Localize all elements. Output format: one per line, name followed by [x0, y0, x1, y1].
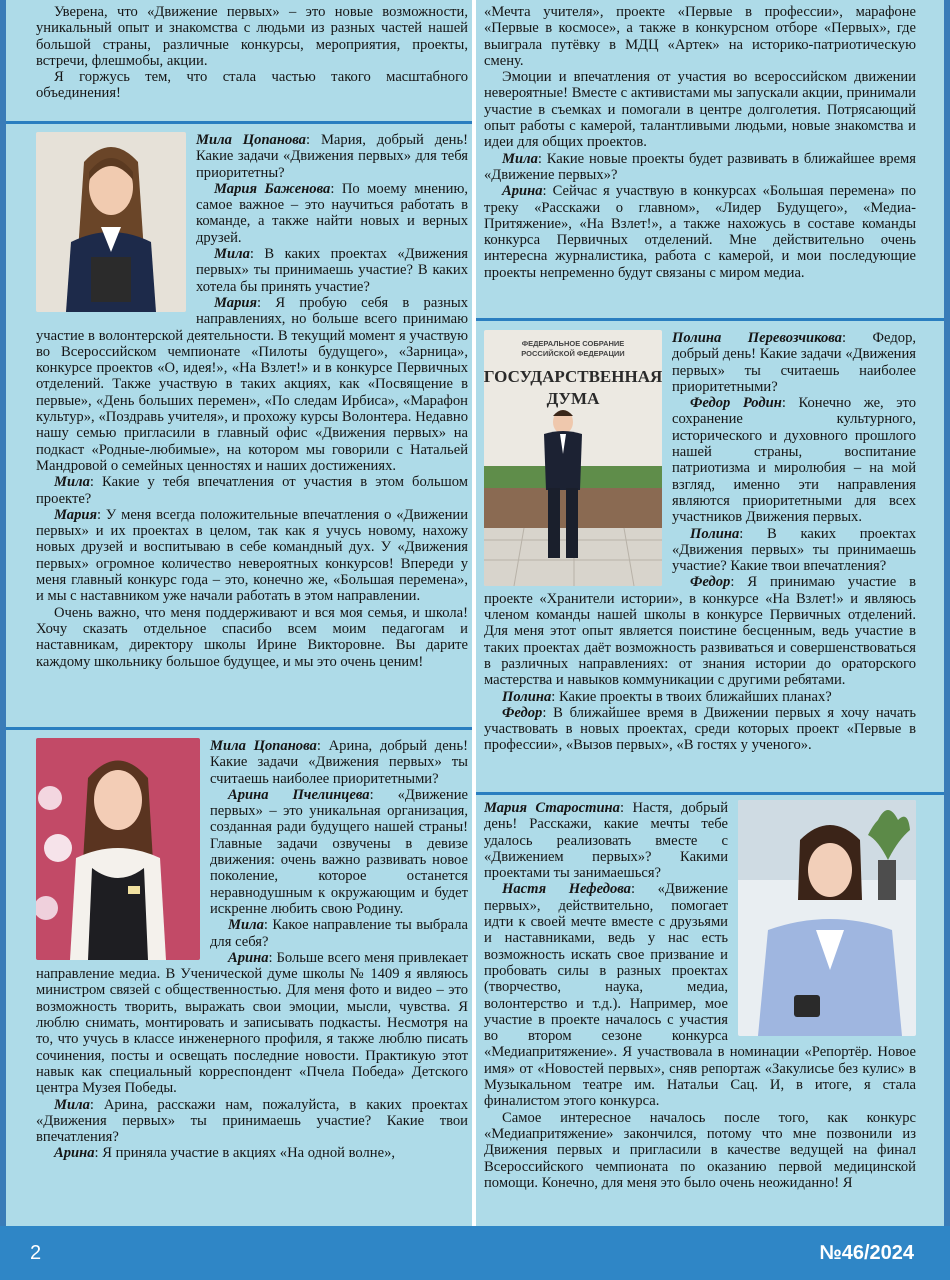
qa-text: Я пробую себя в разных направлениях, но больше всего принимаю участие в волонтерской деятельности. В текущий момент я участвую во Всероссийском чемпионате «Пилоты будущего», «Зарница», конкурсе проектов «О, идея!», «На Взлет!» и в конкурсе Первичных отделений. Также участвую в таких акциях, как «Посвящение в первые», «День больших перемен», «По следам Ирбиса», «Марафон культур», «Поздравь учителя», и прохожу курсы Волонтера. Недавно нашу семью пригласили в главный офис «Движения первых» на подкаст «Родные-любимые», на котором мы говорили с Натальей Мандровой о семейных ценностях и наших достижениях. [36, 294, 468, 474]
speaker-name: Настя Нефедова [502, 881, 631, 898]
qa-text: Арина, расскажи нам, пожалуйста, в каких проектах «Движения первых» ты принимаешь участие? Какие твои впечатления? [36, 1096, 468, 1146]
qa-paragraph: Мила: Какое направление ты выбрала для себя? [210, 917, 468, 950]
qa-text: В каких проектах «Движения первых» ты принимаешь участие? Какие твои впечатления? [672, 525, 916, 575]
speaker-name: Полина Перевозчикова [672, 330, 842, 346]
qa-paragraph: Полина: В каких проектах «Движения первых» ты принимаешь участие? Какие твои впечатления? [672, 525, 916, 575]
qa-paragraph: Арина: Я приняла участие в акциях «На одной волне», [54, 1145, 396, 1162]
speaker-name: Мила [214, 246, 250, 263]
qa-text: Какие у тебя впечатления от участия в этом большом проекте? [36, 474, 468, 507]
qa-text: Я приняла участие в акциях «На одной волне», [102, 1145, 396, 1162]
speaker-name: Мила [54, 474, 90, 491]
qa-paragraph: Мила: Арина, расскажи нам, пожалуйста, в каких проектах «Движения первых» ты принимаешь участие? Какие твои впечатления? [36, 1096, 468, 1146]
qa-text: «Движение первых», действительно, помогает идти к своей мечте вместе с друзьями и наставниками, ведь у нас есть возможность искать свое призвание и пробовать силы в разных проектах (творчество, наука, медиа, волонтерство и т.д.). Например, мое участие в проекте началось с участия во втором сезоне конкурса «Медиапритяжение». Я участвовала в номинации «Репортёр. Новое имя» от «Новостей первых», сняв репортаж «Закулисье без кулис» в Музыкальном театре им. Натальи Сац. И, в итоге, я стала финалистом этого конкурса. [484, 881, 916, 1110]
qa-paragraph: Настя Нефедова: «Движение первых», действительно, помогает идти к своей мечте вместе с друзьями и наставниками, ведь у нас есть возможность искать свое призвание и пробовать силы в разных проектах (творчество, наука, медиа, волонтерство и т.д.). Например, мое участие в проекте началось с участия во втором сезоне конкурса «Медиапритяжение». Я участвовала в номинации «Репортёр. Новое имя» от «Новостей первых», сняв репортаж «Закулисье без кулис» в Музыкальном театре им. Натальи Сац. И, в итоге, я стала финалистом этого конкурса. [484, 881, 916, 1110]
qa-text: Я принимаю участие в проекте «Хранители истории», в конкурсе «На Взлет!» и являюсь членом команды нашей школы в конкурсе Первичных отделений. Для меня этот опыт является поистине бесценным, ведь участие в таких проектах даёт возможность развиваться и совершенствоваться в различных направлениях: от знания истории до ораторского мастерства и навыков коммуникации с другими ребятами. [484, 574, 916, 689]
qa-paragraph: Мила: Какие у тебя впечатления от участия в этом большом проекте? [36, 474, 468, 507]
interview-rodin [484, 330, 916, 790]
speaker-name: Мария Баженова [214, 180, 331, 197]
speaker-name: Арина [54, 1145, 95, 1162]
sign-big-1: ГОСУДАРСТВЕННАЯ [484, 367, 662, 386]
section-divider [6, 121, 472, 124]
qa-paragraph: Арина Пчелинцева: «Движение первых» – это уникальная организация, созданная ради будущего нашей страны! Главные задачи озвучены в девизе движения: очень важно развивать новое поколение, которое останется неравнодушным к окружающим и будет искренне любить свою Родину. [210, 786, 468, 917]
qa-text: «Движение первых» – это уникальная организация, созданная ради будущего нашей страны! Главные задачи озвучены в девизе движения: очень важно развивать новое поколение, которое останется неравнодушным к окружающим и будет искренне любить свою Родину. [210, 786, 468, 917]
qa-paragraph [36, 605, 468, 670]
qa-text: Арина, добрый день! Какие задачи «Движения первых» ты считаешь наиболее приоритетными? [210, 738, 468, 787]
speaker-name: Арина Пчелинцева [228, 786, 370, 803]
qa-paragraph: Мария Старостина: Настя, добрый день! Расскажи, какие мечты тебе удалось реализовать вместе с «Движением первых»? Какими проектами ты занимаешься? [484, 800, 729, 882]
section-divider [476, 318, 944, 321]
qa-paragraph: Федор Родин: Конечно же, это сохранение культурного, исторического и духовного прошлого нашей страны, воспитание патриотизма и миролюбия – на мой взгляд, именно эти направления являются приоритетными для всех участников Движения первых. [672, 395, 916, 526]
section-divider [476, 792, 944, 795]
qa-paragraph: Мила: В каких проектах «Движения первых» ты принимаешь участие? В каких хотела бы принять участие? [196, 246, 468, 295]
speaker-name: Федор Родин [690, 395, 782, 412]
qa-paragraph: Арина: Больше всего меня привлекает направление медиа. В Ученической думе школы № 1409 я являюсь министром связей с общественностью. Для меня фото и видео – это возможность творить, выражать свои эмоции, мысли, чувства. Я люблю снимать, монтировать и записывать подкасты. Несмотря на то, что учусь в классе инженерного профиля, я также люблю писать сочинения, посты и освещать последние новости. Практикую этот навык как специальный корреспондент «Пчела Победа» Детского центра Музея Победы. [36, 949, 468, 1097]
speaker-name: Мила Цопанова [210, 738, 317, 754]
qa-text: Какие новые проекты будет развивать в ближайшее время «Движение первых»? [484, 150, 916, 183]
qa-text: Какие проекты в твоих ближайших планах? [559, 688, 832, 705]
qa-paragraph: Полина: Какие проекты в твоих ближайших планах? [502, 688, 832, 705]
page-number: 2 [30, 1242, 42, 1264]
qa-paragraph: Арина: Сейчас я участвую в конкурсах «Большая перемена» по треку «Расскажи о главном», «Лидер Будущего», «Медиа-Притяжение», «На Взлет!», а также нахожусь в составе команды конкурса Первичных отделений. Мне действительно очень интересна журналистика, работа с камерой, и мои последующие проекты непременно будут связаны с миром медиа. [484, 183, 916, 281]
right-column [476, 0, 944, 1226]
qa-paragraph: Федор: В ближайшее время в Движении первых я хочу начать участвовать в новых проектах, среди которых проект «Первые в профессии», «Вызов первых», «В гостях у ученого». [484, 704, 916, 754]
qa-text: Какое направление ты выбрала для себя? [210, 917, 468, 950]
speaker-name: Арина [228, 949, 269, 966]
interview-pchelintseva-continued [484, 4, 916, 316]
sign-line-2: РОССИЙСКОЙ ФЕДЕРАЦИИ [521, 349, 625, 358]
qa-paragraph [484, 69, 916, 150]
intro-text [36, 4, 468, 120]
speaker-name: Федор [502, 704, 543, 721]
qa-text: В каких проектах «Движения первых» ты принимаешь участие? В каких хотела бы принять участие? [196, 246, 468, 295]
interview-nefedova [484, 800, 916, 1222]
qa-paragraph: Мария: Я пробую себя в разных направлениях, но больше всего принимаю участие в волонтерской деятельности. В текущий момент я участвую во Всероссийском чемпионате «Пилоты будущего», «Зарница», конкурсе проектов «О, идея!», «На Взлет!» и в конкурсе Первичных отделений. Также участвую в таких акциях, как «Посвящение в первые», «День больших перемен», «По следам Ирбиса», «Марафон культур», «Поздравь учителя», и прохожу курсы Волонтера. Недавно нашу семью пригласили в главный офис «Движения первых» на подкаст «Родные-любимые», на котором мы говорили с Натальей Мандровой о семейных ценностях и наших достижениях. [36, 294, 468, 474]
photo-fedor-rodin [484, 330, 662, 586]
qa-text: «Мечта учителя», проекте «Первые в профессии», марафоне «Первые в космосе», а также в конкурсном отборе «Первых», где выиграла путёвку в МДЦ «Артек» на историко-патриотическую смену. [484, 4, 916, 69]
sign-line-1: ФЕДЕРАЛЬНОЕ СОБРАНИЕ [521, 339, 625, 348]
speaker-name: Мила [502, 150, 538, 167]
section-divider [6, 727, 472, 730]
qa-paragraph: Полина Перевозчикова: Федор, добрый день! Какие задачи «Движения первых» ты считаешь наиболее приоритетными? [672, 330, 916, 395]
qa-text: Федор, добрый день! Какие задачи «Движения первых» ты считаешь наиболее приоритетными? [672, 330, 916, 395]
page-footer [0, 1226, 950, 1280]
speaker-name: Мила Цопанова [196, 132, 306, 148]
qa-paragraph: Мария: У меня всегда положительные впечатления о «Движении первых» и их проектах в целом, так как я учусь новому, нахожу новых друзей и воспитываю в себе командный дух. У «Движения первых» огромное количество невероятных конкурсов! Впереди у меня главный конкурс года – это, конечно же, «Большая перемена», и мы с наставником уже начали работать в этом направлении. [36, 506, 468, 605]
sign-big-2: ДУМА [546, 389, 600, 408]
speaker-name: Мила [54, 1096, 90, 1113]
qa-paragraph: Федор: Я принимаю участие в проекте «Хранители истории», в конкурсе «На Взлет!» и являюсь членом команды нашей школы в конкурсе Первичных отделений. Для меня этот опыт является поистине бесценным, ведь участие в таких проектах даёт возможность развиваться и совершенствоваться в различных направлениях: от знания истории до ораторского мастерства и навыков коммуникации с другими ребятами. [484, 574, 916, 689]
interview-bazhenova [36, 132, 468, 722]
speaker-name: Полина [502, 688, 552, 705]
qa-text: Очень важно, что меня поддерживают и вся моя семья, и школа! Хочу сказать отдельное спасибо всем моим педагогам и наставникам, директору школы Ирине Викторовне. Вы дарите каждому школьнику большое будущее, и мы это очень ценим! [36, 604, 468, 670]
qa-text: По моему мнению, самое важное – это научиться работать в команде, а также найти новых и верных друзей. [196, 180, 468, 246]
qa-text: Эмоции и впечатления от участия во всероссийском движении невероятные! Вместе с активистами мы запускали акции, принимали участие в съемках и помогали в центре долголетия. Потрясающий опыт работы с камерой, талантливыми людьми, новые знакомства и идеи для общих проектов. [484, 69, 916, 151]
qa-paragraph: Мила Цопанова: Арина, добрый день! Какие задачи «Движения первых» ты считаешь наиболее приоритетными? [210, 738, 468, 787]
intro-paragraph: Я горжусь тем, что стала частью такого масштабного объединения! [36, 69, 468, 102]
qa-paragraph: Мария Баженова: По моему мнению, самое важное – это научиться работать в команде, а также найти новых и верных друзей. [196, 180, 468, 246]
speaker-name: Полина [690, 525, 740, 542]
speaker-name: Арина [502, 183, 543, 200]
qa-text: У меня всегда положительные впечатления о «Движении первых» и их проектах в целом, так как я учусь новому, нахожу новых друзей и воспитываю в себе командный дух. У «Движения первых» огромное количество невероятных конкурсов! Впереди у меня главный конкурс года – это, конечно же, «Большая перемена», и мы с наставником уже начали работать в этом направлении. [36, 506, 468, 605]
qa-paragraph: Мила: Какие новые проекты будет развивать в ближайшее время «Движение первых»? [484, 150, 916, 183]
qa-paragraph [484, 4, 916, 69]
photo-maria-bazhenova [36, 132, 186, 312]
qa-text: Мария, добрый день! Какие задачи «Движения первых» для тебя приоритетны? [196, 132, 468, 181]
photo-arina-pchelintseva [36, 738, 200, 960]
qa-text: В ближайшее время в Движении первых я хочу начать участвовать в новых проектах, среди которых проект «Первые в профессии», «Вызов первых», «В гостях у ученого». [484, 704, 916, 754]
qa-text: Самое интересное началось после того, как конкурс «Медиапритяжение» закончился, потому что мне позвонили из Движения первых и пригласили в качестве ведущей на финал Всероссийского чемпионата по оказанию первой медицинской помощи. Конечно, для меня это было очень неожиданно! Я [484, 1109, 916, 1191]
speaker-name: Мария [54, 506, 97, 523]
speaker-name: Мария Старостина [484, 800, 620, 816]
photo-nastya-nefedova [738, 800, 916, 1036]
qa-text: Больше всего меня привлекает направление медиа. В Ученической думе школы № 1409 я являюсь министром связей с общественностью. Для меня фото и видео – это возможность творить, выражать свои эмоции, мысли, чувства. Я люблю снимать, монтировать и записывать подкасты. Несмотря на то, что учусь в классе инженерного профиля, я также люблю писать сочинения, посты и освещать последние новости. Практикую этот навык как специальный корреспондент «Пчела Победа» Детского центра Музея Победы. [36, 949, 468, 1097]
qa-paragraph [484, 1110, 916, 1191]
qa-text: Настя, добрый день! Расскажи, какие мечты тебе удалось реализовать вместе с «Движением первых»? Какими проектами ты занимаешься? [484, 800, 729, 882]
page-border-right [944, 0, 950, 1280]
issue-number: №46/2024 [819, 1242, 914, 1264]
speaker-name: Федор [690, 574, 731, 591]
interview-pchelintseva [36, 738, 468, 1226]
qa-text: Сейчас я участвую в конкурсах «Большая перемена» по треку «Расскажи о главном», «Лидер Будущего», «Медиа-Притяжение», «На Взлет!», а также нахожусь в составе команды конкурса Первичных отделений. Мне действительно очень интересна журналистика, работа с камерой, и мои последующие проекты непременно будут связаны с миром медиа. [484, 183, 916, 281]
qa-text: Конечно же, это сохранение культурного, исторического и духовного прошлого нашей страны, воспитание патриотизма и миролюбия – на мой взгляд, именно эти направления являются приоритетными для всех участников Движения первых. [672, 395, 916, 526]
left-column [6, 0, 472, 1226]
intro-paragraph: Уверена, что «Движение первых» – это новые возможности, уникальный опыт и знакомства с людьми из разных частей нашей большой страны, различные конкурсы, мероприятия, проекты, встречи, флешмобы, акции. [36, 4, 468, 69]
speaker-name: Мила [228, 917, 264, 934]
speaker-name: Мария [214, 294, 257, 311]
qa-paragraph: Мила Цопанова: Мария, добрый день! Какие задачи «Движения первых» для тебя приоритетны? [196, 132, 468, 181]
